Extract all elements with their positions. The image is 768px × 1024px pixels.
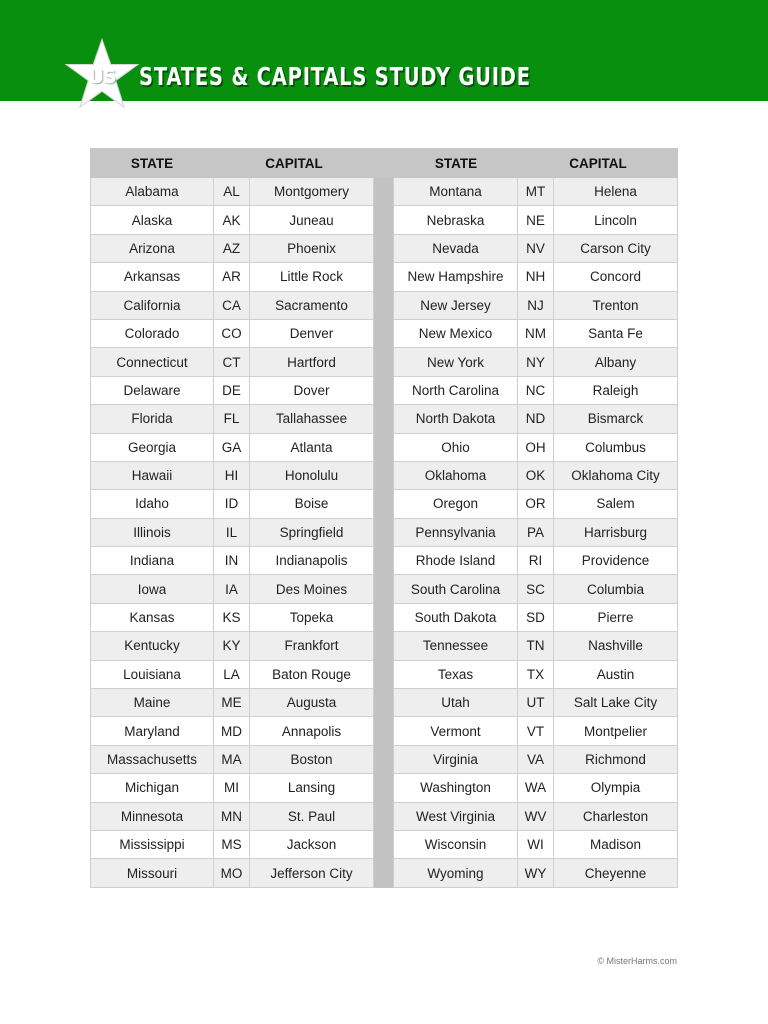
abbr-cell: NV bbox=[518, 235, 554, 263]
capital-cell: Topeka bbox=[250, 604, 374, 632]
capital-cell: Montgomery bbox=[250, 178, 374, 206]
column-divider bbox=[374, 717, 394, 745]
capital-cell: Pierre bbox=[554, 604, 678, 632]
capital-cell: Boston bbox=[250, 746, 374, 774]
capital-cell: Columbia bbox=[554, 575, 678, 603]
capital-cell: Salem bbox=[554, 490, 678, 518]
abbr-cell: MA bbox=[214, 746, 250, 774]
state-cell: Arkansas bbox=[90, 263, 214, 291]
table-row bbox=[90, 292, 678, 320]
capital-cell: Augusta bbox=[250, 689, 374, 717]
header-state-left: STATE bbox=[130, 155, 174, 171]
state-cell: New York bbox=[394, 348, 518, 376]
column-divider bbox=[374, 178, 394, 206]
state-cell: Idaho bbox=[90, 490, 214, 518]
table-row bbox=[90, 689, 678, 717]
abbr-cell: KS bbox=[214, 604, 250, 632]
table-row bbox=[90, 774, 678, 802]
capital-cell: Des Moines bbox=[250, 575, 374, 603]
column-divider bbox=[374, 774, 394, 802]
state-cell: Vermont bbox=[394, 717, 518, 745]
state-cell: Alabama bbox=[90, 178, 214, 206]
state-cell: Illinois bbox=[90, 519, 214, 547]
column-divider bbox=[374, 235, 394, 263]
capital-cell: Annapolis bbox=[250, 717, 374, 745]
state-cell: Maryland bbox=[90, 717, 214, 745]
state-cell: Ohio bbox=[394, 434, 518, 462]
column-divider bbox=[374, 320, 394, 348]
table-row bbox=[90, 803, 678, 831]
us-badge: US bbox=[88, 66, 116, 88]
abbr-cell: IN bbox=[214, 547, 250, 575]
capital-cell: Montpelier bbox=[554, 717, 678, 745]
capital-cell: Olympia bbox=[554, 774, 678, 802]
abbr-cell: LA bbox=[214, 661, 250, 689]
abbr-cell: IA bbox=[214, 575, 250, 603]
table-row bbox=[90, 661, 678, 689]
abbr-cell: ME bbox=[214, 689, 250, 717]
abbr-cell: FL bbox=[214, 405, 250, 433]
table-row bbox=[90, 490, 678, 518]
table-row bbox=[90, 604, 678, 632]
state-cell: Utah bbox=[394, 689, 518, 717]
state-cell: Arizona bbox=[90, 235, 214, 263]
state-cell: Wyoming bbox=[394, 859, 518, 887]
column-divider bbox=[374, 632, 394, 660]
capital-cell: Indianapolis bbox=[250, 547, 374, 575]
abbr-cell: SD bbox=[518, 604, 554, 632]
abbr-cell: AL bbox=[214, 178, 250, 206]
column-divider bbox=[374, 490, 394, 518]
table-row bbox=[90, 632, 678, 660]
capital-cell: Santa Fe bbox=[554, 320, 678, 348]
page-title: STATES & CAPITALS STUDY GUIDE bbox=[139, 62, 531, 91]
abbr-cell: CT bbox=[214, 348, 250, 376]
state-cell: Connecticut bbox=[90, 348, 214, 376]
column-divider bbox=[374, 604, 394, 632]
table-row bbox=[90, 320, 678, 348]
abbr-cell: NM bbox=[518, 320, 554, 348]
abbr-cell: TX bbox=[518, 661, 554, 689]
capital-cell: Hartford bbox=[250, 348, 374, 376]
table-row bbox=[90, 519, 678, 547]
state-cell: Nevada bbox=[394, 235, 518, 263]
table-row bbox=[90, 434, 678, 462]
state-cell: Wisconsin bbox=[394, 831, 518, 859]
state-cell: Montana bbox=[394, 178, 518, 206]
capital-cell: Nashville bbox=[554, 632, 678, 660]
column-divider bbox=[374, 661, 394, 689]
state-cell: Pennsylvania bbox=[394, 519, 518, 547]
table-row bbox=[90, 263, 678, 291]
state-cell: Louisiana bbox=[90, 661, 214, 689]
state-cell: Hawaii bbox=[90, 462, 214, 490]
state-cell: Iowa bbox=[90, 575, 214, 603]
state-cell: Maine bbox=[90, 689, 214, 717]
capital-cell: St. Paul bbox=[250, 803, 374, 831]
header-state-right: STATE bbox=[434, 155, 478, 171]
state-cell: Kansas bbox=[90, 604, 214, 632]
capital-cell: Denver bbox=[250, 320, 374, 348]
state-cell: Florida bbox=[90, 405, 214, 433]
state-cell: Missouri bbox=[90, 859, 214, 887]
abbr-cell: DE bbox=[214, 377, 250, 405]
capital-cell: Dover bbox=[250, 377, 374, 405]
abbr-cell: OH bbox=[518, 434, 554, 462]
capital-cell: Atlanta bbox=[250, 434, 374, 462]
capital-cell: Concord bbox=[554, 263, 678, 291]
state-cell: North Carolina bbox=[394, 377, 518, 405]
abbr-cell: IL bbox=[214, 519, 250, 547]
abbr-cell: WY bbox=[518, 859, 554, 887]
state-cell: California bbox=[90, 292, 214, 320]
state-cell: Delaware bbox=[90, 377, 214, 405]
state-cell: Alaska bbox=[90, 206, 214, 234]
state-cell: Indiana bbox=[90, 547, 214, 575]
state-cell: Georgia bbox=[90, 434, 214, 462]
abbr-cell: ID bbox=[214, 490, 250, 518]
capital-cell: Bismarck bbox=[554, 405, 678, 433]
state-cell: Rhode Island bbox=[394, 547, 518, 575]
table-row bbox=[90, 405, 678, 433]
copyright-credit: © MisterHarms.com bbox=[597, 956, 677, 966]
state-cell: Virginia bbox=[394, 746, 518, 774]
abbr-cell: MD bbox=[214, 717, 250, 745]
capital-cell: Helena bbox=[554, 178, 678, 206]
capital-cell: Charleston bbox=[554, 803, 678, 831]
abbr-cell: VA bbox=[518, 746, 554, 774]
capital-cell: Boise bbox=[250, 490, 374, 518]
header-capital-left: CAPITAL bbox=[265, 155, 323, 171]
abbr-cell: MN bbox=[214, 803, 250, 831]
table-row bbox=[90, 547, 678, 575]
capital-cell: Lincoln bbox=[554, 206, 678, 234]
abbr-cell: OR bbox=[518, 490, 554, 518]
table-header bbox=[90, 148, 678, 178]
column-divider bbox=[374, 377, 394, 405]
capital-cell: Sacramento bbox=[250, 292, 374, 320]
state-cell: Mississippi bbox=[90, 831, 214, 859]
abbr-cell: SC bbox=[518, 575, 554, 603]
table-row bbox=[90, 377, 678, 405]
capital-cell: Salt Lake City bbox=[554, 689, 678, 717]
capital-cell: Trenton bbox=[554, 292, 678, 320]
abbr-cell: ND bbox=[518, 405, 554, 433]
table-body bbox=[90, 178, 678, 888]
state-cell: Oregon bbox=[394, 490, 518, 518]
abbr-cell: AK bbox=[214, 206, 250, 234]
abbr-cell: WA bbox=[518, 774, 554, 802]
capital-cell: Jackson bbox=[250, 831, 374, 859]
abbr-cell: NC bbox=[518, 377, 554, 405]
state-cell: Nebraska bbox=[394, 206, 518, 234]
abbr-cell: MS bbox=[214, 831, 250, 859]
abbr-cell: NJ bbox=[518, 292, 554, 320]
table-row bbox=[90, 717, 678, 745]
state-cell: Michigan bbox=[90, 774, 214, 802]
capital-cell: Raleigh bbox=[554, 377, 678, 405]
capital-cell: Juneau bbox=[250, 206, 374, 234]
state-cell: South Carolina bbox=[394, 575, 518, 603]
abbr-cell: MI bbox=[214, 774, 250, 802]
column-divider bbox=[374, 519, 394, 547]
abbr-cell: VT bbox=[518, 717, 554, 745]
column-divider bbox=[374, 292, 394, 320]
capital-cell: Providence bbox=[554, 547, 678, 575]
capital-cell: Springfield bbox=[250, 519, 374, 547]
column-divider bbox=[374, 263, 394, 291]
abbr-cell: UT bbox=[518, 689, 554, 717]
state-cell: New Jersey bbox=[394, 292, 518, 320]
capital-cell: Lansing bbox=[250, 774, 374, 802]
capital-cell: Baton Rouge bbox=[250, 661, 374, 689]
abbr-cell: NH bbox=[518, 263, 554, 291]
capital-cell: Jefferson City bbox=[250, 859, 374, 887]
state-cell: Minnesota bbox=[90, 803, 214, 831]
capital-cell: Honolulu bbox=[250, 462, 374, 490]
capital-cell: Richmond bbox=[554, 746, 678, 774]
abbr-cell: WI bbox=[518, 831, 554, 859]
state-cell: North Dakota bbox=[394, 405, 518, 433]
capital-cell: Carson City bbox=[554, 235, 678, 263]
header-capital-right: CAPITAL bbox=[569, 155, 627, 171]
capital-cell: Oklahoma City bbox=[554, 462, 678, 490]
column-divider bbox=[374, 206, 394, 234]
abbr-cell: CA bbox=[214, 292, 250, 320]
table-row bbox=[90, 859, 678, 887]
capital-cell: Phoenix bbox=[250, 235, 374, 263]
capital-cell: Frankfort bbox=[250, 632, 374, 660]
abbr-cell: AZ bbox=[214, 235, 250, 263]
abbr-cell: GA bbox=[214, 434, 250, 462]
states-table bbox=[90, 148, 678, 888]
capital-cell: Columbus bbox=[554, 434, 678, 462]
state-cell: Oklahoma bbox=[394, 462, 518, 490]
column-divider bbox=[374, 405, 394, 433]
abbr-cell: WV bbox=[518, 803, 554, 831]
abbr-cell: RI bbox=[518, 547, 554, 575]
table-row bbox=[90, 575, 678, 603]
capital-cell: Austin bbox=[554, 661, 678, 689]
abbr-cell: TN bbox=[518, 632, 554, 660]
capital-cell: Little Rock bbox=[250, 263, 374, 291]
capital-cell: Albany bbox=[554, 348, 678, 376]
abbr-cell: PA bbox=[518, 519, 554, 547]
column-divider bbox=[374, 803, 394, 831]
state-cell: Texas bbox=[394, 661, 518, 689]
abbr-cell: CO bbox=[214, 320, 250, 348]
state-cell: Kentucky bbox=[90, 632, 214, 660]
abbr-cell: KY bbox=[214, 632, 250, 660]
column-divider bbox=[374, 831, 394, 859]
abbr-cell: NY bbox=[518, 348, 554, 376]
abbr-cell: OK bbox=[518, 462, 554, 490]
table-row bbox=[90, 462, 678, 490]
abbr-cell: MT bbox=[518, 178, 554, 206]
capital-cell: Madison bbox=[554, 831, 678, 859]
state-cell: New Mexico bbox=[394, 320, 518, 348]
state-cell: South Dakota bbox=[394, 604, 518, 632]
column-divider bbox=[374, 434, 394, 462]
column-divider bbox=[374, 348, 394, 376]
column-divider bbox=[374, 859, 394, 887]
column-divider bbox=[374, 689, 394, 717]
table-row bbox=[90, 348, 678, 376]
table-row bbox=[90, 178, 678, 206]
abbr-cell: MO bbox=[214, 859, 250, 887]
state-cell: Tennessee bbox=[394, 632, 518, 660]
capital-cell: Harrisburg bbox=[554, 519, 678, 547]
table-row bbox=[90, 746, 678, 774]
capital-cell: Cheyenne bbox=[554, 859, 678, 887]
abbr-cell: HI bbox=[214, 462, 250, 490]
capital-cell: Tallahassee bbox=[250, 405, 374, 433]
column-divider bbox=[374, 148, 394, 178]
table-row bbox=[90, 831, 678, 859]
table-row bbox=[90, 235, 678, 263]
column-divider bbox=[374, 462, 394, 490]
abbr-cell: AR bbox=[214, 263, 250, 291]
column-divider bbox=[374, 547, 394, 575]
column-divider bbox=[374, 746, 394, 774]
state-cell: Colorado bbox=[90, 320, 214, 348]
table-row bbox=[90, 206, 678, 234]
state-cell: Washington bbox=[394, 774, 518, 802]
state-cell: New Hampshire bbox=[394, 263, 518, 291]
state-cell: Massachusetts bbox=[90, 746, 214, 774]
abbr-cell: NE bbox=[518, 206, 554, 234]
state-cell: West Virginia bbox=[394, 803, 518, 831]
column-divider bbox=[374, 575, 394, 603]
